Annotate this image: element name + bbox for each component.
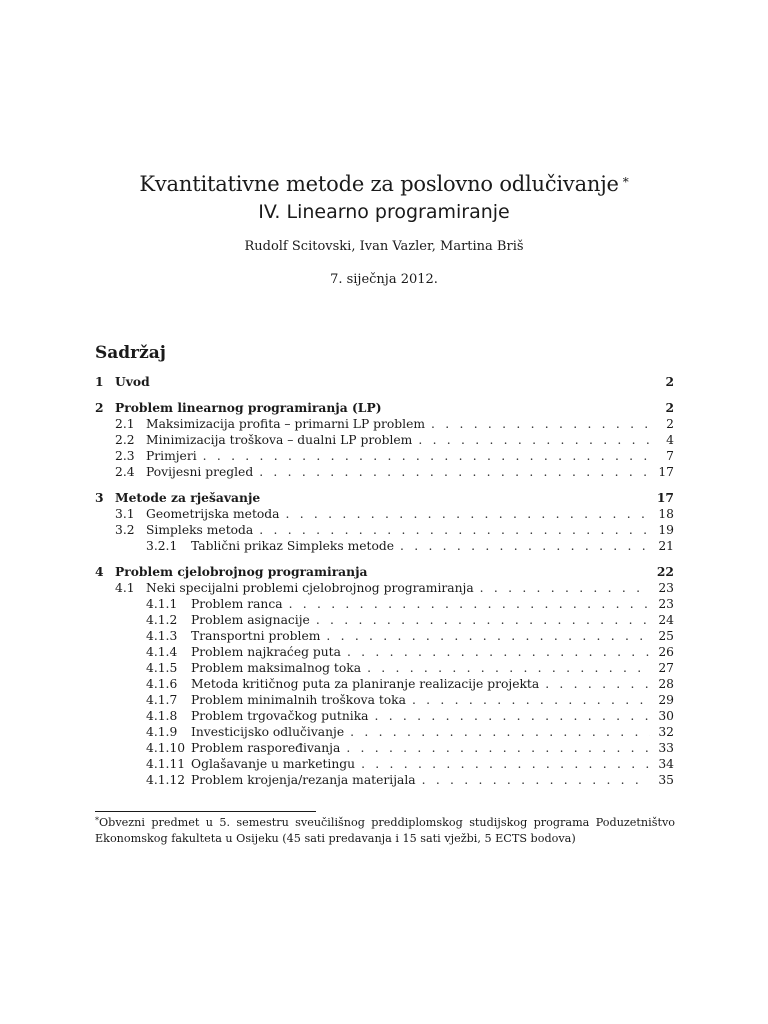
- toc-entry-label: Problem ranca: [191, 597, 283, 611]
- toc-entry-page: 29: [658, 693, 674, 707]
- toc-entry-label: Problem trgovačkog putnika: [191, 709, 369, 723]
- toc-leader-dots: [259, 522, 650, 538]
- toc-entry[interactable]: [95, 628, 674, 644]
- toc-entry-page: 17: [656, 490, 674, 505]
- toc-leader-dots: [480, 580, 650, 596]
- toc-heading: Sadržaj: [95, 343, 166, 363]
- document-subtitle: IV. Linearno programiranje: [258, 201, 510, 223]
- toc-leader-dots: [367, 660, 650, 676]
- toc-entry[interactable]: [95, 506, 674, 522]
- toc-entry-number: 3: [95, 490, 104, 505]
- footnote-mark: *: [95, 816, 99, 825]
- toc-leader-dots: [259, 464, 650, 480]
- toc-entry-label: Minimizacija troškova – dualni LP problem: [146, 433, 413, 447]
- toc-leader-dots: [350, 724, 650, 740]
- toc-entry-page: 30: [658, 709, 674, 723]
- toc-entry[interactable]: [95, 772, 674, 788]
- toc-entry[interactable]: [95, 724, 674, 740]
- toc-entry-number: 4.1.7: [146, 693, 178, 707]
- toc-entry-number: 4: [95, 564, 104, 579]
- title-footnote-mark: *: [622, 175, 629, 189]
- toc-entry-number: 4.1.5: [146, 661, 178, 675]
- toc-entry-page: 17: [658, 465, 674, 479]
- toc-leader-dots: [361, 756, 650, 772]
- toc-leader-dots: [346, 740, 650, 756]
- toc-entry-page: 4: [666, 433, 674, 447]
- toc-entry-page: 24: [658, 613, 674, 627]
- toc-entry-number: 3.1: [115, 507, 135, 521]
- toc-entry-label: Oglašavanje u marketingu: [191, 757, 356, 771]
- toc-entry-label: Problem raspoređivanja: [191, 741, 341, 755]
- toc-leader-dots: [374, 708, 650, 724]
- toc-entry-label: Metode za rješavanje: [115, 490, 261, 505]
- toc-entry-number: 3.2.1: [146, 539, 178, 553]
- toc-entry-page: 7: [666, 449, 674, 463]
- toc-entry-label: Investicijsko odlučivanje: [191, 725, 345, 739]
- toc-leader-dots: [400, 538, 650, 554]
- document-title: [0, 170, 768, 198]
- toc-entry-number: 2.2: [115, 433, 135, 447]
- toc-entry[interactable]: [95, 644, 674, 660]
- toc-entry-number: 4.1.10: [146, 741, 186, 755]
- toc-entry-page: 23: [658, 597, 674, 611]
- toc-entry-number: 4.1.8: [146, 709, 178, 723]
- toc-entry-page: 2: [665, 400, 674, 415]
- toc-entry-number: 4.1.1: [146, 597, 178, 611]
- toc-entry-page: 25: [658, 629, 674, 643]
- toc-entry-label: Problem cjelobrojnog programiranja: [115, 564, 368, 579]
- toc-leader-dots: [422, 772, 650, 788]
- toc-entry-page: 2: [666, 417, 674, 431]
- toc-entry[interactable]: [95, 448, 674, 464]
- toc-entry-page: 22: [656, 564, 674, 579]
- toc-entry-label: Maksimizacija profita – primarni LP problem: [146, 417, 426, 431]
- toc-entry-page: 21: [658, 539, 674, 553]
- toc-entry-page: 33: [658, 741, 674, 755]
- toc-entry[interactable]: [95, 692, 674, 708]
- date: 7. siječnja 2012.: [330, 272, 438, 287]
- toc-entry-label: Metoda kritičnog puta za planiranje realizacije projekta: [191, 677, 540, 691]
- toc-entry-label: Problem najkraćeg puta: [191, 645, 341, 659]
- toc-entry-label: Neki specijalni problemi cjelobrojnog programiranja: [146, 581, 474, 595]
- toc-entry-label: Problem linearnog programiranja (LP): [115, 400, 382, 415]
- toc-entry-number: 4.1.2: [146, 613, 178, 627]
- toc-entry-number: 4.1: [115, 581, 135, 595]
- toc-leader-dots: [412, 692, 650, 708]
- toc-entry[interactable]: [95, 564, 674, 580]
- toc-leader-dots: [347, 644, 650, 660]
- toc-leader-dots: [545, 676, 650, 692]
- footnote: [95, 815, 675, 847]
- toc-entry-label: Problem asignacije: [191, 613, 310, 627]
- toc-entry-label: Transportni problem: [191, 629, 321, 643]
- toc-leader-dots: [326, 628, 650, 644]
- toc-entry-label: Primjeri: [146, 449, 197, 463]
- toc-entry-page: 28: [658, 677, 674, 691]
- authors: Rudolf Scitovski, Ivan Vazler, Martina Briš: [244, 239, 524, 254]
- table-of-contents: [95, 374, 674, 788]
- toc-entry-page: 27: [658, 661, 674, 675]
- toc-entry[interactable]: [95, 432, 674, 448]
- toc-entry-page: 23: [658, 581, 674, 595]
- toc-entry-number: 4.1.12: [146, 773, 186, 787]
- toc-entry-page: 34: [658, 757, 674, 771]
- toc-entry[interactable]: [95, 522, 674, 538]
- toc-entry[interactable]: [95, 400, 674, 416]
- toc-entry-page: 35: [658, 773, 674, 787]
- toc-entry-number: 3.2: [115, 523, 135, 537]
- toc-entry-page: 26: [658, 645, 674, 659]
- toc-entry[interactable]: [95, 756, 674, 772]
- toc-entry-number: 4.1.3: [146, 629, 178, 643]
- toc-entry-number: 4.1.11: [146, 757, 186, 771]
- toc-entry-label: Geometrijska metoda: [146, 507, 280, 521]
- toc-entry-number: 2.3: [115, 449, 135, 463]
- toc-entry[interactable]: [95, 676, 674, 692]
- footnote-rule: [95, 811, 316, 812]
- toc-entry[interactable]: [95, 612, 674, 628]
- toc-entry-page: 19: [658, 523, 674, 537]
- toc-entry-label: Uvod: [115, 374, 150, 389]
- toc-entry-number: 4.1.6: [146, 677, 178, 691]
- toc-entry[interactable]: [95, 596, 674, 612]
- toc-entry-number: 2.1: [115, 417, 135, 431]
- toc-entry-label: Problem minimalnih troškova toka: [191, 693, 406, 707]
- toc-leader-dots: [316, 612, 650, 628]
- toc-entry-page: 32: [658, 725, 674, 739]
- toc-entry[interactable]: [95, 708, 674, 724]
- toc-entry[interactable]: [95, 660, 674, 676]
- toc-leader-dots: [418, 432, 650, 448]
- toc-entry-number: 4.1.4: [146, 645, 178, 659]
- toc-entry[interactable]: [95, 490, 674, 506]
- toc-entry-number: 2: [95, 400, 104, 415]
- toc-entry[interactable]: [95, 374, 674, 390]
- toc-entry[interactable]: [95, 740, 674, 756]
- toc-entry[interactable]: [95, 416, 674, 432]
- toc-entry[interactable]: [95, 580, 674, 596]
- title-text: Kvantitativne metode za poslovno odlučivanje: [139, 172, 619, 196]
- toc-entry-number: 2.4: [115, 465, 135, 479]
- toc-entry-label: Tablični prikaz Simpleks metode: [191, 539, 395, 553]
- toc-entry-label: Povijesni pregled: [146, 465, 254, 479]
- footnote-text: Obvezni predmet u 5. semestru sveučilišnog preddiplomskog studijskog programa Poduzetništvo Ekonomskog fakulteta u Osijeku (45 sati predavanja i 15 sati vježbi, 5 ECTS bodova): [95, 816, 675, 845]
- toc-entry-number: 1: [95, 374, 104, 389]
- toc-entry-label: Simpleks metoda: [146, 523, 254, 537]
- toc-entry-page: 18: [658, 507, 674, 521]
- toc-entry[interactable]: [95, 538, 674, 554]
- toc-entry-label: Problem maksimalnog toka: [191, 661, 362, 675]
- toc-leader-dots: [286, 506, 651, 522]
- toc-leader-dots: [289, 596, 650, 612]
- toc-entry[interactable]: [95, 464, 674, 480]
- toc-entry-page: 2: [665, 374, 674, 389]
- toc-entry-label: Problem krojenja/rezanja materijala: [191, 773, 416, 787]
- toc-leader-dots: [431, 416, 650, 432]
- toc-leader-dots: [203, 448, 650, 464]
- toc-entry-number: 4.1.9: [146, 725, 178, 739]
